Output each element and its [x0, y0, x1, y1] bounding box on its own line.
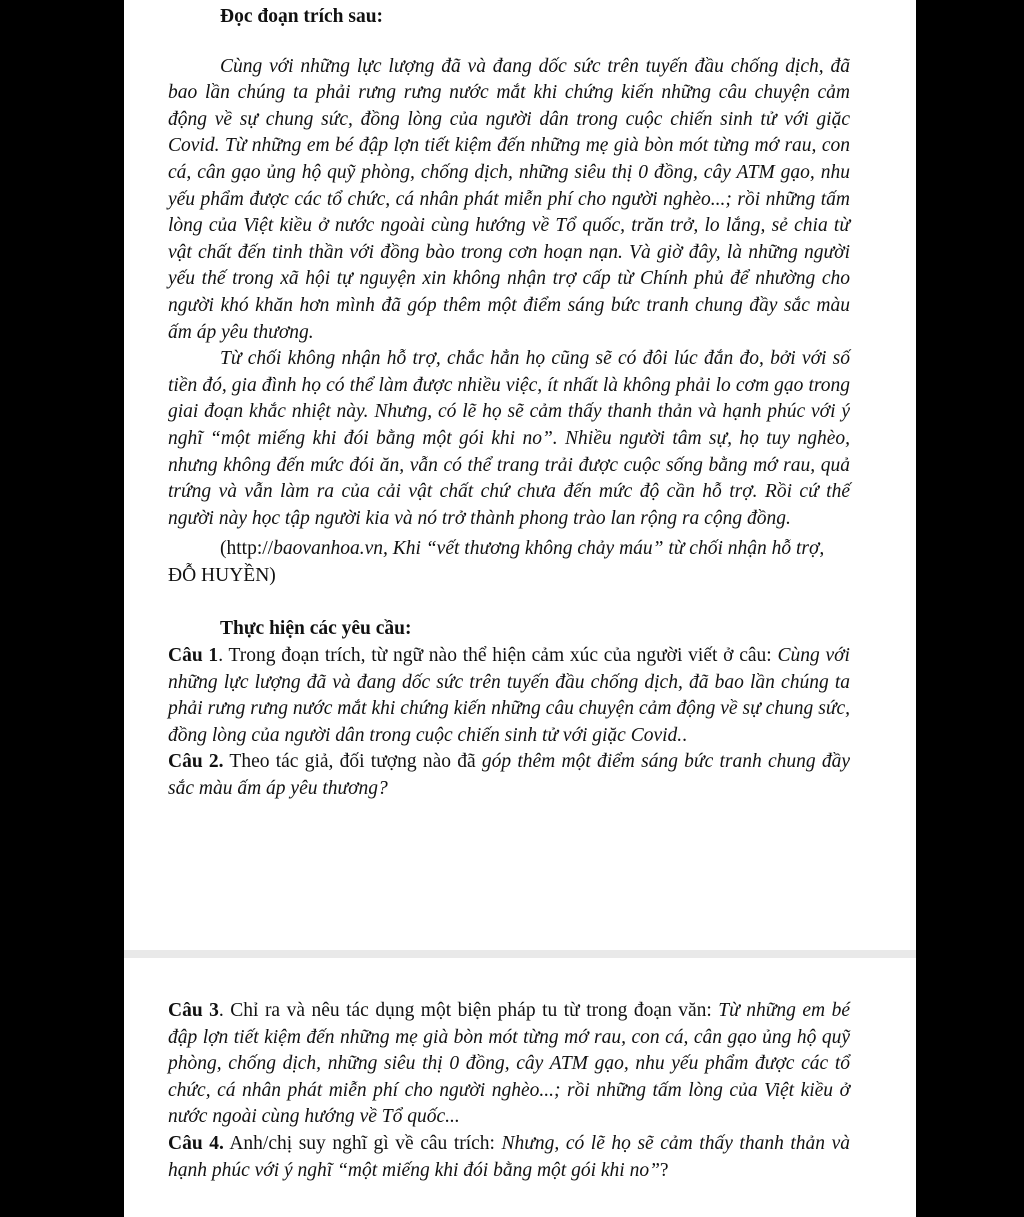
passage-paragraph-2: Từ chối không nhận hỗ trợ, chắc hẳn họ cũng sẽ có đôi lúc đắn đo, bởi với số tiền đó, gia đình họ có thể làm được nhiều việc, ít nhất là không phải lo cơm gạo trong giai đoạn khắc nhiệt này. Nhưng, có lẽ họ sẽ cảm thấy thanh thản và hạnh phúc với ý nghĩ “một miếng khi đói bằng một gói khi no”. Nhiều người tâm sự, họ tuy nghèo, nhưng không đến mức đói ăn, vẫn có thể trang trải được cuộc sống bằng mớ rau, quả trứng và vẫn làm ra của cải vật chất chứ chưa đến mức độ cần hỗ trợ. Rồi cứ thế người này học tập người kia và nó trở thành phong trào lan rộng ra cộng đồng. — [168, 348, 850, 529]
passage-source — [168, 536, 850, 589]
question-text: Theo tác giả, đối tượng nào đã — [223, 751, 482, 773]
document-page-1 — [124, 0, 916, 950]
source-title: baovanhoa.vn, Khi “vết thương không chảy máu” từ chối nhận hỗ trợ, — [273, 538, 825, 560]
question-1 — [168, 643, 850, 749]
question-4 — [168, 1131, 850, 1184]
question-label: Câu 3 — [168, 1000, 219, 1021]
question-label: Câu 1 — [168, 645, 219, 667]
task-heading: Thực hiện các yêu cầu: — [220, 618, 412, 640]
question-3 — [168, 998, 850, 1131]
question-text: Anh/chị suy nghĩ gì về câu trích: — [223, 1132, 502, 1154]
question-tail: . — [682, 724, 688, 746]
question-text: . Chỉ ra và nêu tác dụng một biện pháp tu từ trong đoạn văn: — [218, 1000, 719, 1021]
passage-paragraph-1: Cùng với những lực lượng đã và đang dốc sức trên tuyến đầu chống dịch, đã bao lần chúng ta phải rưng rưng nước mắt khi chứng kiến những câu chuyện cảm động về sự chung sức, đồng lòng của người dân trong cuộc chiến sinh tử với giặc Covid. Từ những em bé đập lợn tiết kiệm đến những mẹ già bòn mót từng mớ rau, con cá, cân gạo ủng hộ quỹ phòng, chống dịch, những siêu thị 0 đồng, cây ATM gạo, nhu yếu phẩm được các tổ chức, cá nhân phát miễn phí cho người nghèo...; rồi những tấm lòng của Việt kiều ở nước ngoài cùng hướng về Tổ quốc, trăn trở, lo lắng, sẻ chia từ vật chất đến tinh thần với đồng bào trong cơn hoạn nạn. Và giờ đây, là những người yếu thế trong xã hội tự nguyện xin không nhận trợ cấp từ Chính phủ để nhường cho người khó khăn hơn mình đã góp thêm một điểm sáng bức tranh chung đầy sắc màu ấm áp yêu thương. — [168, 55, 850, 343]
question-quote: Từ những em bé đập lợn tiết kiệm đến những mẹ già bòn mót từng mớ rau, con cá, cân gạo ủng hộ quỹ phòng, chống dịch, những siêu thị 0 đồng, cây ATM gạo, nhu yếu phẩm được các tổ chức, cá nhân phát miễn phí cho người nghèo...; rồi những tấm lòng của Việt kiều ở nước ngoài cùng hướng về Tổ quốc... — [168, 1000, 850, 1128]
question-tail: ? — [659, 1159, 669, 1181]
question-quote: góp thêm một điểm sáng bức tranh chung đầy sắc màu ấm áp yêu thương? — [168, 751, 850, 800]
question-quote: Cùng với những lực lượng đã và đang dốc sức trên tuyến đầu chống dịch, đã bao lần chúng ta phải rưng rưng nước mắt khi chứng kiến những câu chuyện cảm động về sự chung sức, đồng lòng của người dân trong cuộc chiến sinh tử với giặc Covid. — [168, 645, 850, 746]
question-2 — [168, 749, 850, 802]
question-label: Câu 4. — [168, 1132, 224, 1154]
question-label: Câu 2. — [168, 751, 224, 773]
source-prefix: (http:// — [220, 538, 274, 560]
question-quote: Nhưng, có lẽ họ sẽ cảm thấy thanh thản và hạnh phúc với ý nghĩ “một miếng khi đói bằng một gói khi no” — [168, 1132, 850, 1181]
intro-heading: Đọc đoạn trích sau: — [220, 6, 384, 27]
source-author: ĐỖ HUYỀN) — [168, 564, 276, 586]
question-text: . Trong đoạn trích, từ ngữ nào thể hiện cảm xúc của người viết ở câu: — [218, 645, 778, 667]
document-page-2 — [124, 958, 916, 1217]
page-separator — [124, 950, 916, 958]
